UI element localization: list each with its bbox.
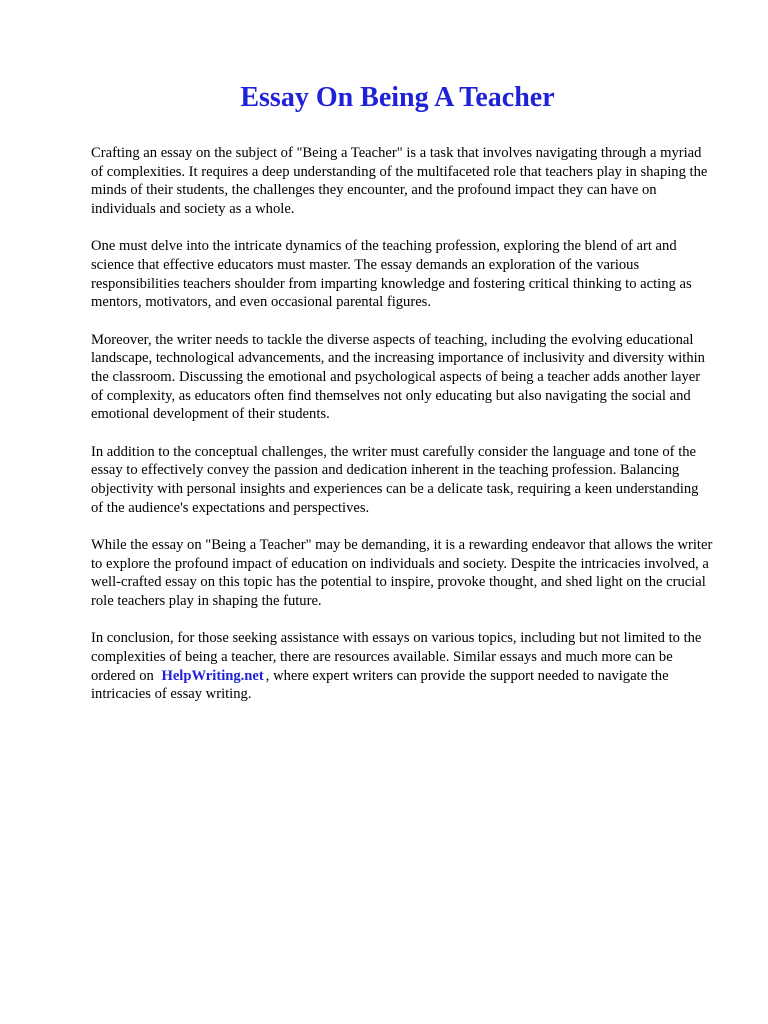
conclusion-text-after-link: , where expert writers can provide the support needed to navigate the intricacies of essay writing. xyxy=(91,667,669,703)
helpwriting-link[interactable]: HelpWriting.net xyxy=(161,667,264,684)
paragraph-3: Moreover, the writer needs to tackle the diverse aspects of teaching, including the evolving educational landscape, technological advancements, and the increasing importance of inclusivity and diversity within the classroom. Discussing the emotional and psychological aspects of being a teacher adds another layer of complexity, as educators often find themselves not only educating but also navigating the social and emotional development of their students. xyxy=(91,331,705,423)
conclusion-text-before-link: In conclusion, for those seeking assistance with essays on various topics, including but not limited to the complexities of being a teacher, there are resources available. Similar essays and much more can be ordered on xyxy=(91,630,702,684)
paragraph-4: In addition to the conceptual challenges, the writer must carefully consider the language and tone of the essay to effectively convey the passion and dedication inherent in the teaching profession. Balancing objectivity with personal insights and experiences can be a delicate task, requiring a keen understanding of the audience's expectations and perspectives. xyxy=(91,443,699,516)
paragraph-2: One must delve into the intricate dynamics of the teaching profession, exploring the blend of art and science that effective educators must master. The essay demands an exploration of the various responsibilities teachers shoulder from imparting knowledge and fostering critical thinking to acting as mentors, motivators, and even occasional parental figures. xyxy=(91,238,692,311)
conclusion-paragraph xyxy=(91,629,714,703)
document-title: Essay On Being A Teacher xyxy=(240,82,555,113)
paragraph-1: Crafting an essay on the subject of "Being a Teacher" is a task that involves navigating through a myriad of complexities. It requires a deep understanding of the multifaceted role that teachers play in shaping the minds of their students, the challenges they encounter, and the profound impact they can have on individuals and society as a whole. xyxy=(91,145,708,217)
paragraph-5: While the essay on "Being a Teacher" may be demanding, it is a rewarding endeavor that allows the writer to explore the profound impact of education on individuals and society. Despite the intricacies involved, a well-crafted essay on this topic has the potential to inspire, provoke thought, and shed light on the crucial role teachers play in shaping the future. xyxy=(91,537,713,609)
